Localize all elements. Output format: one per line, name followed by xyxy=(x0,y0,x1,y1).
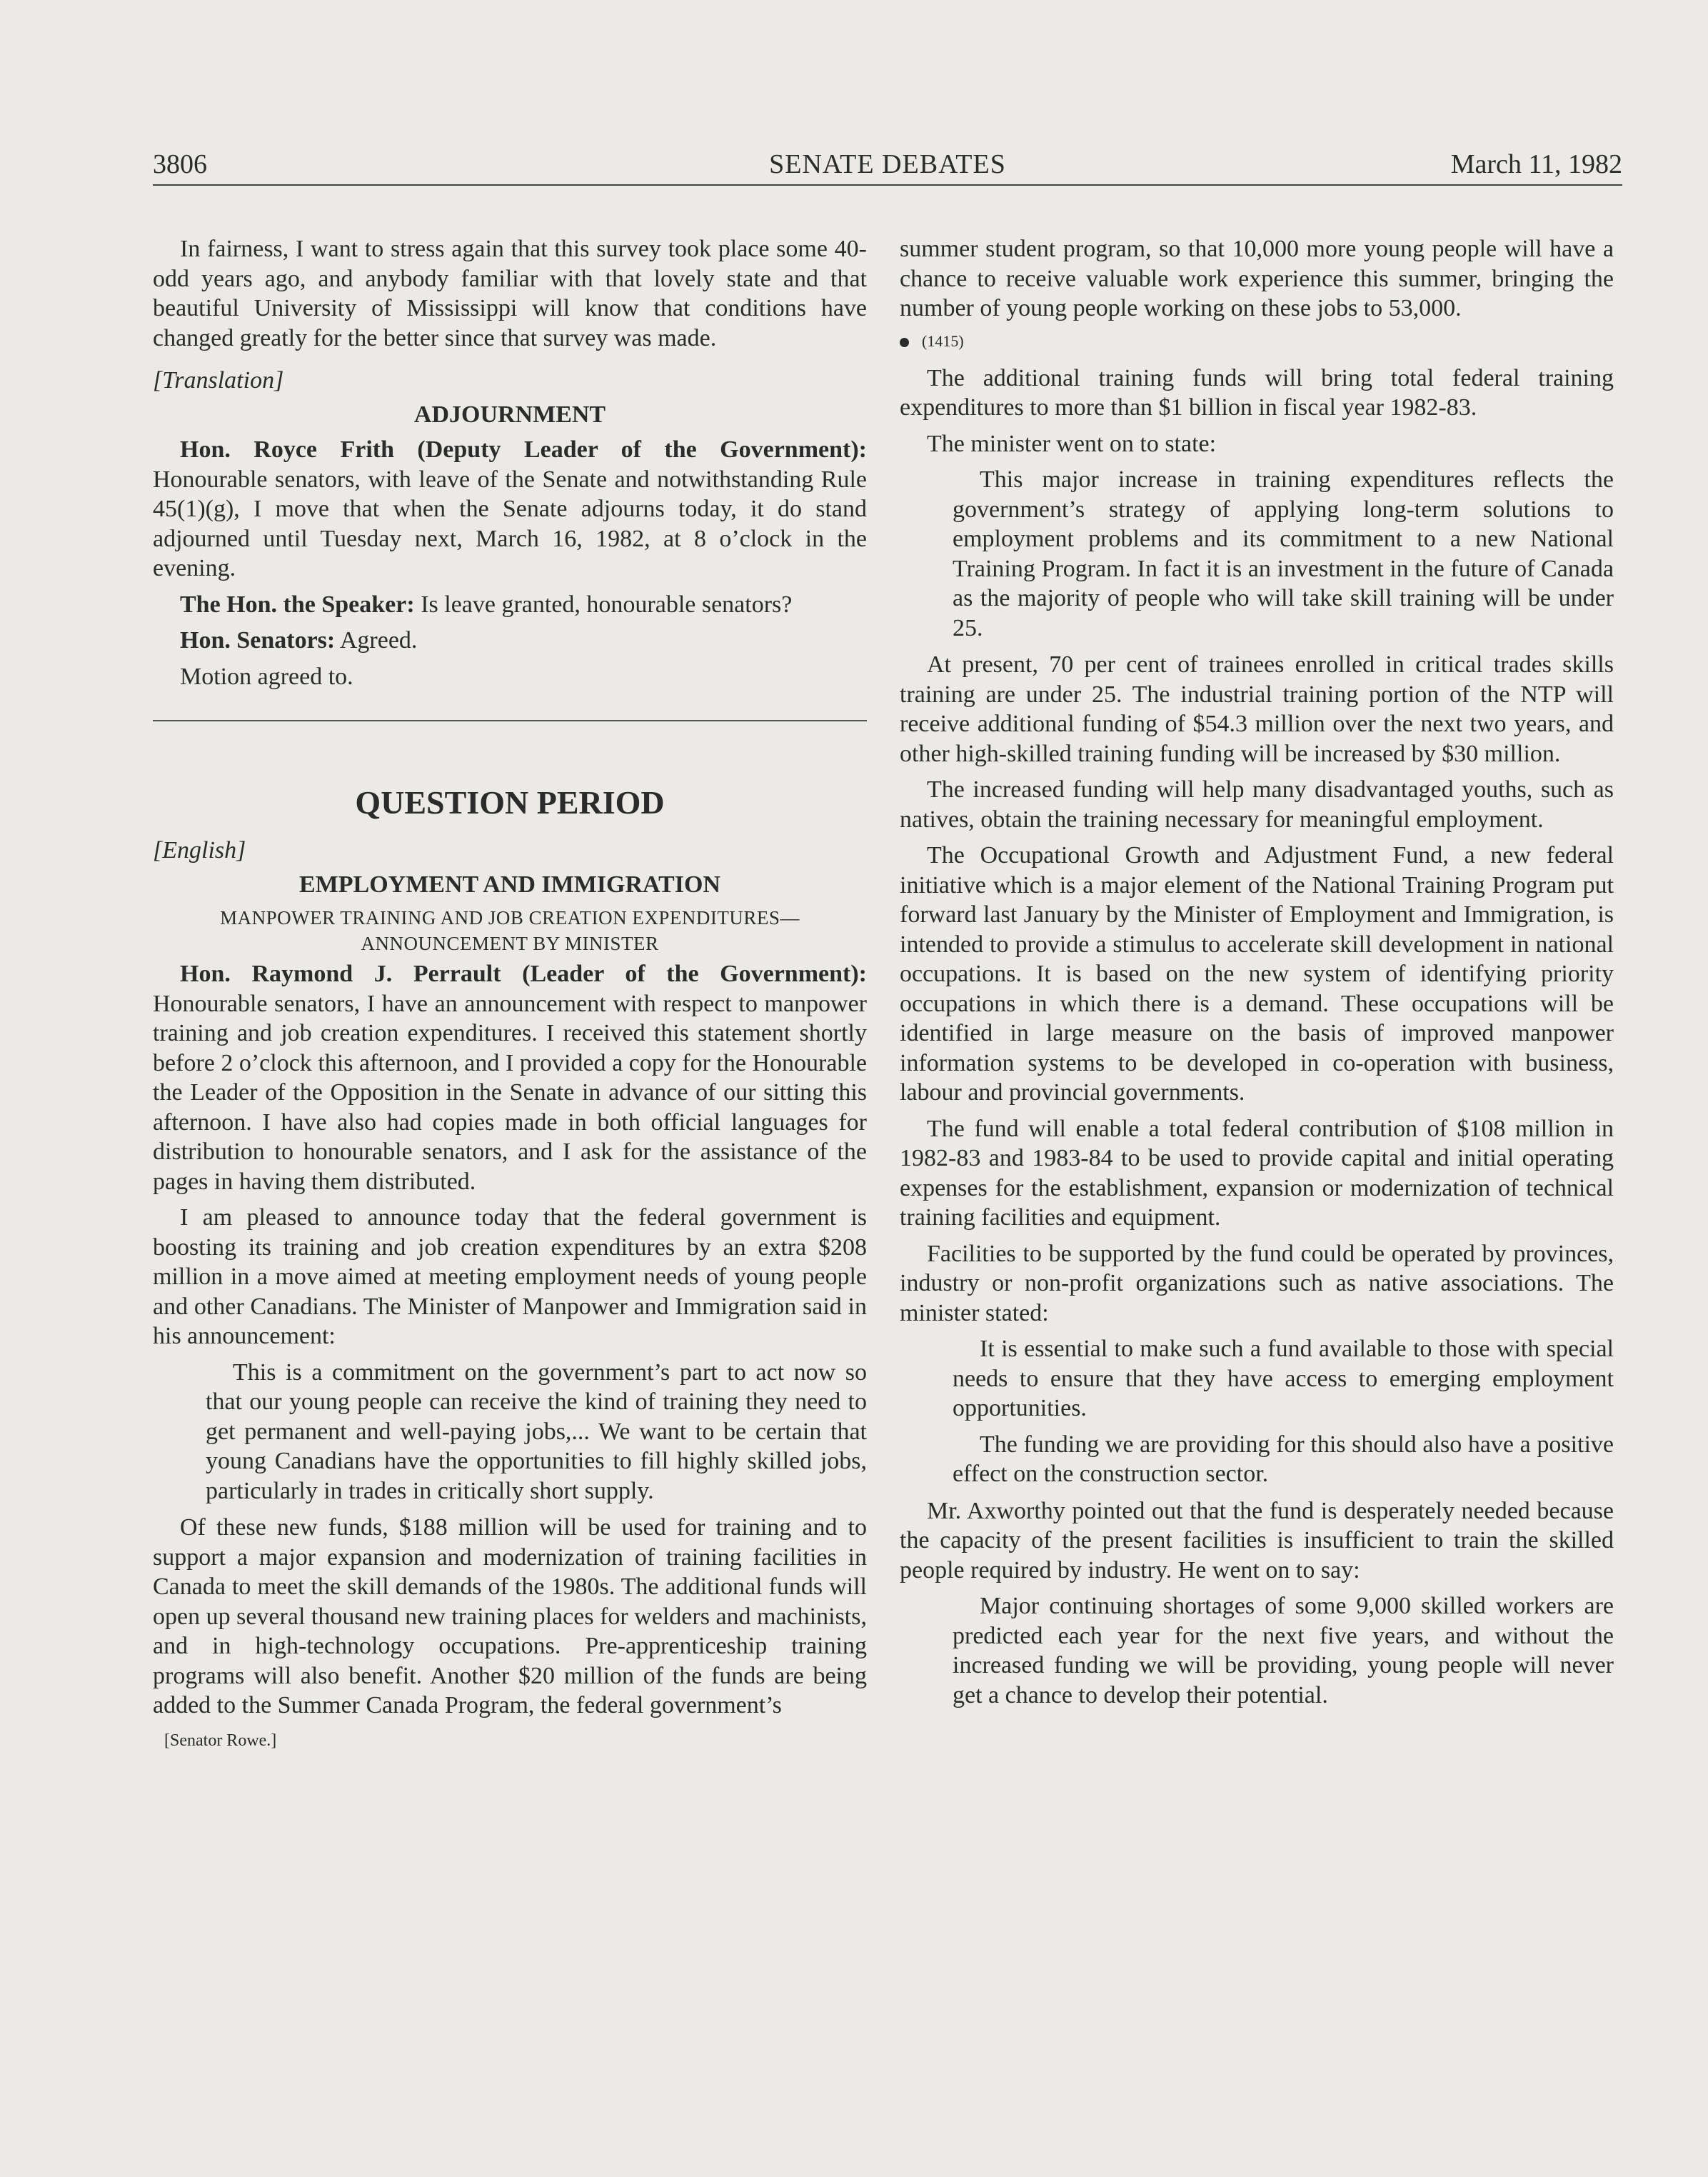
left-column xyxy=(153,234,867,1752)
english-tag: [English] xyxy=(153,837,246,864)
publication-title: SENATE DEBATES xyxy=(769,149,1006,179)
quote-major-increase xyxy=(953,465,1614,643)
adjournment-heading: ADJOURNMENT xyxy=(413,401,606,428)
quote-shortages-text: Major continuing shortages of some 9,000 skilled workers are predicted each year for the next five years, and without the increased funding we will be providing, young people will never get a chance to develop their potential. xyxy=(953,1593,1614,1708)
quote-major-increase-text: This major increase in training expenditures reflects the government’s strategy of applying long-term solutions to employment problems and its commitment to a new National Training Program. In fact it is an investment in the future of Canada as the majority of people who will take skill training will be under 25. xyxy=(953,466,1614,641)
paragraph-present: At present, 70 per cent of trainees enrolled in critical trades skills training are under 25. The industrial training portion of the NTP will receive additional funding of $54.3 million over the next two years, and other high-skilled training funding will be increased by $30 million. xyxy=(900,651,1614,767)
translation-tag: [Translation] xyxy=(153,367,284,394)
paragraph-motion: Motion agreed to. xyxy=(180,663,353,690)
paragraph-fund: The fund will enable a total federal contribution of $108 million in 1982-83 and 1983-84 to be used to provide capital and initial operating expenses for the establishment, expansion or modernization of technical training facilities and equipment. xyxy=(900,1115,1614,1231)
paragraph-additional: The additional training funds will bring total federal training expenditures to more than $1 billion in fiscal year 1982-83. xyxy=(900,364,1614,421)
page-number: 3806 xyxy=(153,149,207,179)
section-divider xyxy=(153,720,867,721)
paragraph-facilities: Facilities to be supported by the fund could be operated by provinces, industry or non-profit organizations such as native associations. The minister stated: xyxy=(900,1240,1614,1326)
senators-text: Agreed. xyxy=(335,627,418,654)
footer-note: [Senator Rowe.] xyxy=(164,1731,277,1750)
quote-essential xyxy=(953,1334,1614,1489)
subheading-line2: ANNOUNCEMENT BY MINISTER xyxy=(361,933,659,954)
page-header xyxy=(153,149,1622,186)
employment-heading: EMPLOYMENT AND IMMIGRATION xyxy=(299,871,720,898)
paragraph-fairness: In fairness, I want to stress again that this survey took place some 40-odd years ago, and anybody familiar with that lovely state and that beautiful University of Mississippi will know that conditions have changed greatly for the better since that survey was made. xyxy=(153,236,867,351)
frith-text: Honourable senators, with leave of the Senate and notwithstanding Rule 45(1)(g), I move that when the Senate adjourns today, it do stand adjourned until Tuesday next, March 16, 1982, at 8 o’clock in the evening. xyxy=(153,466,867,581)
paragraph-senators xyxy=(153,626,867,656)
speaker-senators: Hon. Senators: xyxy=(180,627,336,654)
paragraph-minister: The minister went on to state: xyxy=(927,430,1217,457)
quote-commitment-text: This is a commitment on the government’s part to act now so that our young people can receive the kind of training they need to get permanent and well-paying jobs,... We want to be certain that young Canadians have the opportunities to fill highly skilled jobs, particularly in trades in critically short supply. xyxy=(206,1358,867,1504)
subheading xyxy=(153,905,867,956)
quote-shortages xyxy=(953,1591,1614,1710)
speaker-text: Is leave granted, honourable senators? xyxy=(414,591,793,618)
perrault-text: Honourable senators, I have an announcement with respect to manpower training and job creation expenditures. I received this statement shortly before 2 o’clock this afternoon, and I provided a copy for the Honourable the Leader of the Opposition in the Senate in advance of our sitting this afternoon. I have also had copies made in both official languages for distribution to honourable senators, and I ask for the assistance of the pages in having them distributed. xyxy=(153,990,867,1195)
question-period-heading: QUESTION PERIOD xyxy=(355,784,665,821)
page-date: March 11, 1982 xyxy=(1450,149,1622,179)
paragraph-pleased: I am pleased to announce today that the federal government is boosting its training and job creation expenditures by an extra $208 million in a move aimed at meeting employment needs of young people and other Canadians. The Minister of Manpower and Immigration said in his announcement: xyxy=(153,1204,867,1349)
speaker-perrault: Hon. Raymond J. Perrault (Leader of the Government): xyxy=(180,961,867,987)
paragraph-funds: Of these new funds, $188 million will be used for training and to support a major expansion and modernization of training facilities in Canada to meet the skill demands of the 1980s. The additional funds will open up several thousand new training places for welders and machinists, and in high-technology occupations. Pre-apprenticeship training programs will also benefit. Another $20 million of the funds are being added to the Summer Canada Program, the federal government’s xyxy=(153,1514,867,1718)
quote-essential-text: It is essential to make such a fund available to those with special needs to ensure that they have access to emerging employment opportunities. xyxy=(953,1336,1614,1421)
speaker-speaker: The Hon. the Speaker: xyxy=(180,591,415,618)
paragraph-increased: The increased funding will help many disadvantaged youths, such as natives, obtain the training necessary for meaningful employment. xyxy=(900,776,1614,833)
speaker-frith: Hon. Royce Frith (Deputy Leader of the Government): xyxy=(180,436,867,463)
right-column xyxy=(900,234,1614,1717)
paragraph-ogaf: The Occupational Growth and Adjustment Fund, a new federal initiative which is a major element of the National Training Program put forward last January by the Minister of Employment and Immigration, is intended to provide a stimulus to accelerate skill development in national occupations. It is based on the new system of identifying priority occupations in which there is a demand. These occupations will be identified in large measure on the basis of improved manpower information systems to be developed in co-operation with business, labour and provincial governments. xyxy=(900,842,1614,1106)
quote-commitment xyxy=(206,1358,867,1506)
paragraph-speaker xyxy=(153,590,867,620)
time-marker xyxy=(900,331,1614,352)
paragraph-continued: summer student program, so that 10,000 more young people will have a chance to receive valuable work experience this summer, bringing the number of young people working on these jobs to 53,000. xyxy=(900,236,1614,321)
paragraph-axworthy: Mr. Axworthy pointed out that the fund is desperately needed because the capacity of the present facilities is insufficient to train the skilled people required by industry. He went on to say: xyxy=(900,1497,1614,1583)
paragraph-frith xyxy=(153,435,867,584)
time-marker-text: (1415) xyxy=(922,331,964,350)
quote-funding-text: The funding we are providing for this should also have a positive effect on the construction sector. xyxy=(953,1431,1614,1487)
paragraph-perrault xyxy=(153,959,867,1196)
bullet-icon xyxy=(900,338,909,347)
subheading-line1: MANPOWER TRAINING AND JOB CREATION EXPENDITURES— xyxy=(220,907,800,929)
